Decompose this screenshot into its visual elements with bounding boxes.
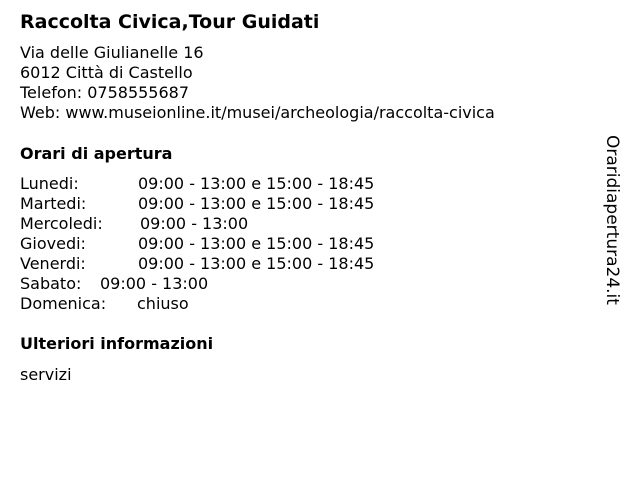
time-value: 09:00 - 13:00 (100, 274, 209, 293)
time-value: 09:00 - 13:00 e 15:00 - 18:45 (138, 174, 375, 193)
time-value: 09:00 - 13:00 e 15:00 - 18:45 (138, 194, 375, 213)
brand-text: Oraridiapertura24.it (602, 135, 622, 305)
day-label: Venerdi: (20, 254, 86, 273)
hours-row-tuesday (20, 194, 440, 214)
hours-row-monday (20, 174, 440, 194)
time-value: 09:00 - 13:00 e 15:00 - 18:45 (138, 254, 375, 273)
more-info-heading: Ulteriori informazioni (20, 334, 214, 353)
address-block (20, 43, 495, 123)
time-value: chiuso (137, 294, 189, 313)
day-label: Lunedi: (20, 174, 79, 193)
time-value: 09:00 - 13:00 e 15:00 - 18:45 (138, 234, 375, 253)
day-label: Mercoledi: (20, 214, 103, 233)
brand-watermark (602, 135, 632, 311)
phone-number: Telefon: 0758555687 (20, 83, 190, 102)
services-text: servizi (20, 365, 72, 384)
hours-row-friday (20, 254, 440, 274)
time-value: 09:00 - 13:00 (140, 214, 249, 233)
page-title: Raccolta Civica,Tour Guidati (20, 11, 320, 33)
street-address: Via delle Giulianelle 16 (20, 43, 204, 62)
hours-row-sunday (20, 294, 440, 314)
city-address: 6012 Città di Castello (20, 63, 193, 82)
opening-hours-heading: Orari di apertura (20, 144, 173, 163)
hours-row-thursday (20, 234, 440, 254)
opening-hours-table (20, 174, 440, 314)
day-label: Domenica: (20, 294, 107, 313)
day-label: Martedi: (20, 194, 87, 213)
website-link[interactable]: Web: www.museionline.it/musei/archeologia/raccolta-civica (20, 103, 495, 122)
hours-row-wednesday (20, 214, 440, 234)
hours-row-saturday (20, 274, 440, 294)
day-label: Sabato: (20, 274, 82, 293)
day-label: Giovedi: (20, 234, 86, 253)
